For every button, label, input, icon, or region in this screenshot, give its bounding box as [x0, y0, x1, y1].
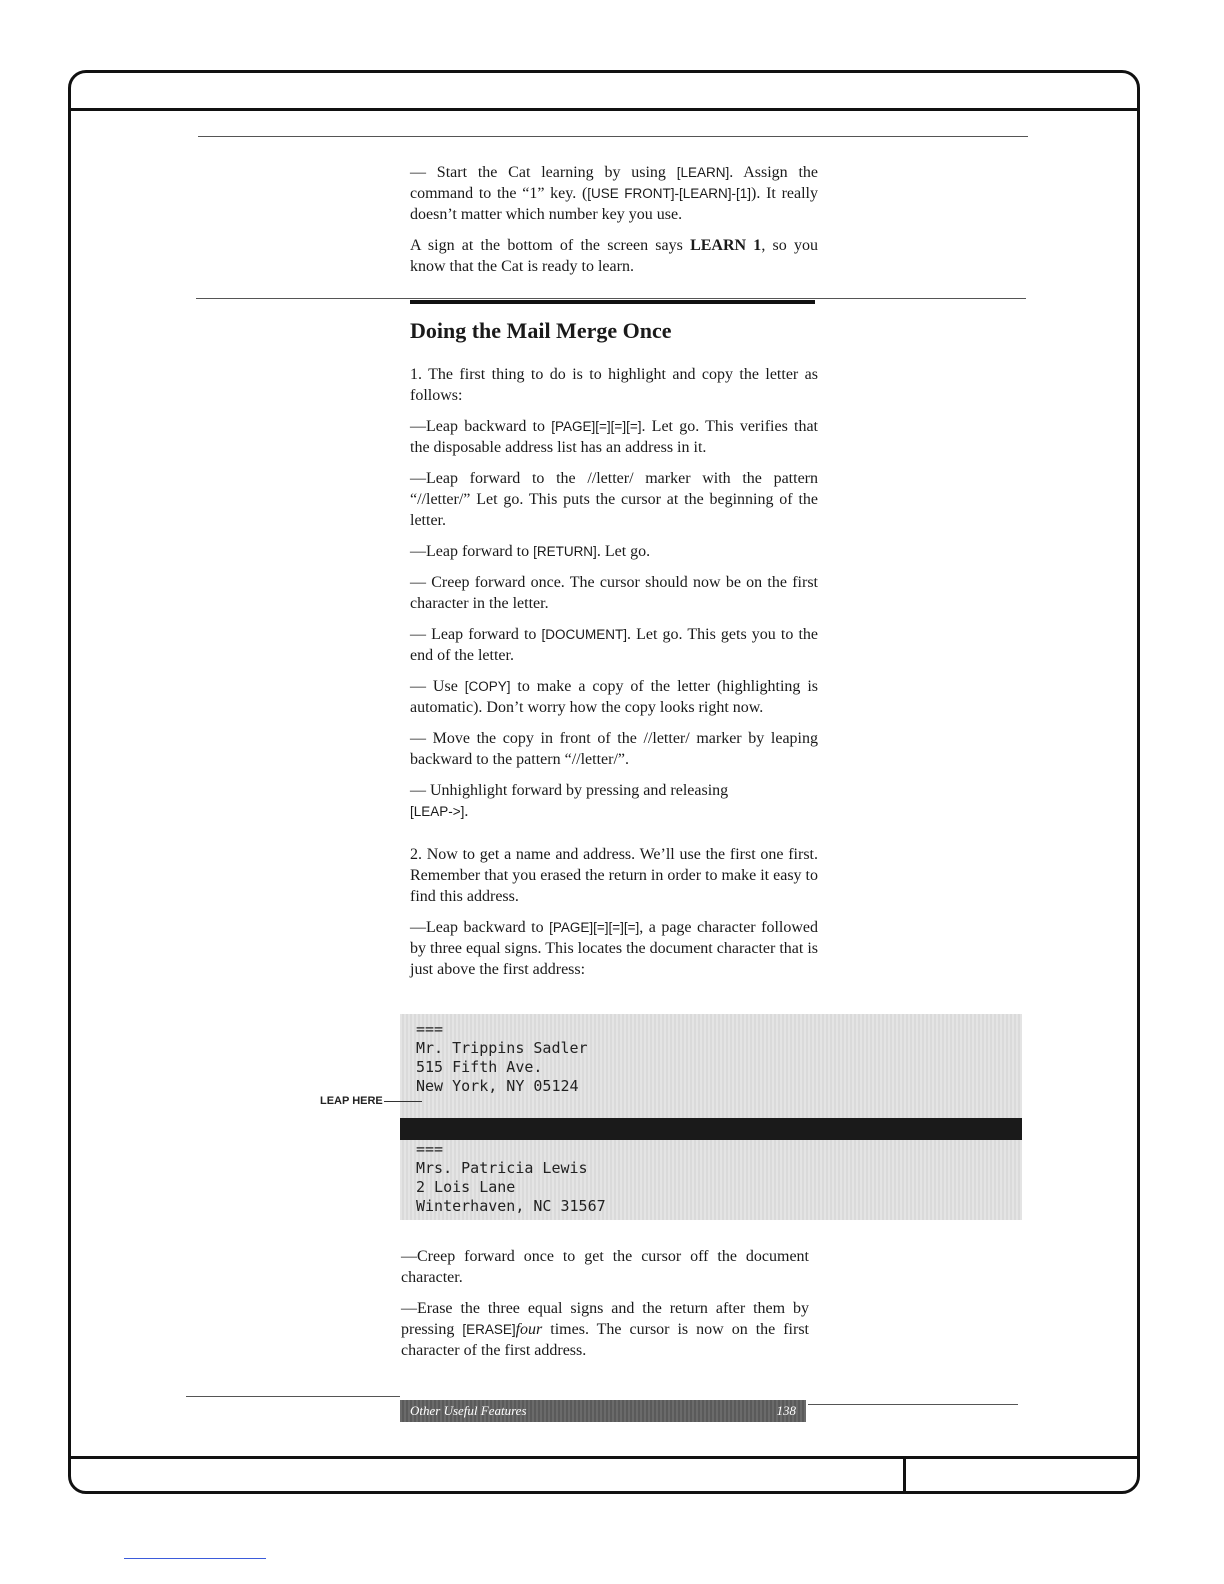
footer-rule-left [186, 1396, 400, 1397]
frame-footer-rule [68, 1456, 1140, 1459]
step-2-c: —Erase the three equal signs and the return after them by pressing [ERASE]four times. The cursor is now on the first character of the first address. [401, 1300, 810, 1359]
footer-page-number: 138 [776, 1403, 796, 1418]
section-thick-rule [410, 300, 815, 304]
step-1-f: — Use [COPY] to make a copy of the letter (highlighting is automatic). Don’t worry how the copy looks right now. [410, 678, 818, 716]
link-underline [124, 1558, 266, 1559]
step-1-b: —Leap forward to the //letter/ marker with the pattern “//letter/” Let go. This puts the cursor at the beginning of the letter. [410, 470, 818, 529]
step-1-e: — Leap forward to [DOCUMENT]. Let go. This gets you to the end of the letter. [410, 626, 818, 664]
footer-section-title: Other Useful Features [410, 1403, 527, 1418]
page-break-band [400, 1118, 1022, 1140]
top-text-block [410, 162, 818, 287]
learn-sign-paragraph: A sign at the bottom of the screen says LEARN 1, so you know that the Cat is ready to learn. [410, 237, 818, 275]
step-1-d: — Creep forward once. The cursor should now be on the first character in the letter. [410, 574, 818, 612]
running-footer [400, 1400, 806, 1422]
frame-footer-divider [903, 1456, 906, 1494]
after-screen-block [401, 1246, 809, 1371]
section-heading: Doing the Mail Merge Once [410, 318, 672, 343]
step-2-a: —Leap backward to [PAGE][=][=][=], a page character followed by three equal signs. This locates the document character that is just above the first address: [410, 919, 819, 978]
step-1-intro: 1. The first thing to do is to highlight and copy the letter as follows: [410, 366, 818, 404]
step-1-c: —Leap forward to [RETURN]. Let go. [410, 543, 651, 560]
top-rule [198, 136, 1028, 137]
step-1-h: — Unhighlight forward by pressing and releasing [LEAP->]. [410, 782, 729, 820]
learn-step-paragraph: — Start the Cat learning by using [LEARN]. Assign the command to the “1” key. ([USE FRONT]-[LEARN]-[1]). It really doesn’t matter which number key you use. [410, 164, 818, 223]
step-1-g: — Move the copy in front of the //letter/ marker by leaping backward to the pattern “//letter/”. [410, 730, 818, 768]
step-2-b: —Creep forward once to get the cursor off the document character. [401, 1248, 809, 1286]
section-rule [196, 298, 1026, 299]
step-2-intro: 2. Now to get a name and address. We’ll use the first one first. Remember that you erased the return in order to make it easy to find this address. [410, 846, 818, 905]
footer-rule-right [808, 1404, 1018, 1405]
leap-here-pointer [384, 1101, 422, 1102]
frame-header-rule [68, 108, 1140, 111]
steps-block [410, 364, 818, 990]
screen-capture [400, 1014, 1022, 1220]
address-2: === Mrs. Patricia Lewis 2 Lois Lane Winterhaven, NC 31567 [416, 1140, 606, 1215]
address-1: === Mr. Trippins Sadler 515 Fifth Ave. New York, NY 05124 [416, 1020, 588, 1095]
leap-here-label: LEAP HERE [320, 1095, 383, 1107]
step-1-a: —Leap backward to [PAGE][=][=][=]. Let go. This verifies that the disposable address list has an address in it. [410, 418, 819, 456]
